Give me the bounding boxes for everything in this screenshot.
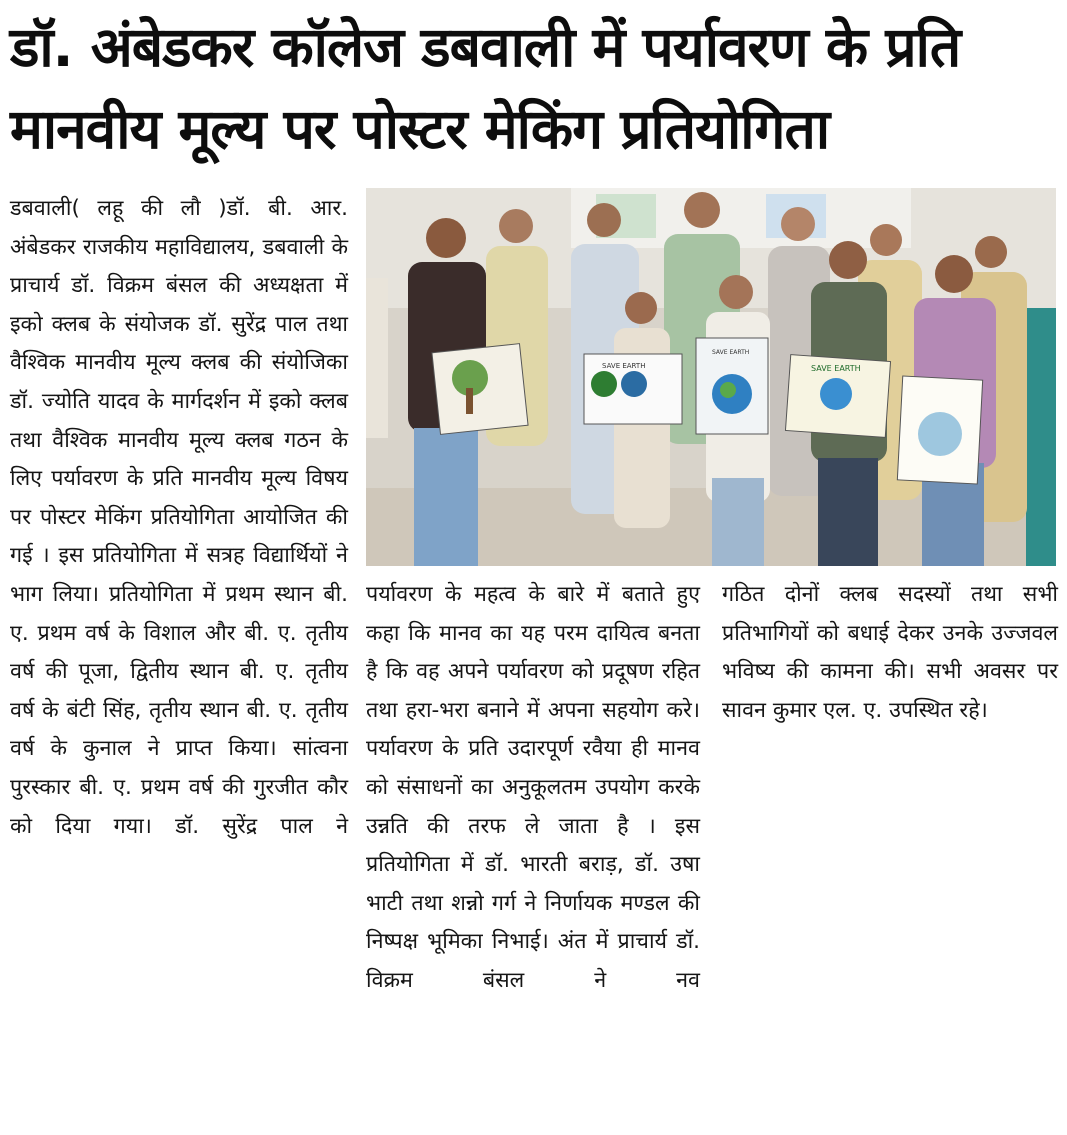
- headline-line-2: मानवीय मूल्य पर पोस्टर मेकिंग प्रतियोगिता: [10, 97, 830, 161]
- headline-line-1: डॉ. अंबेडकर कॉलेज डबवाली में पर्यावरण के प्रति: [10, 15, 961, 79]
- poster-text-3: SAVE EARTH: [712, 349, 750, 356]
- article-column-1: [10, 190, 348, 1130]
- group-photo-illustration: [366, 188, 1056, 566]
- article-column-3-text: गठित दोनों क्लब सदस्यों तथा सभी प्रतिभागियों को बधाई देकर उनके उज्जवल भविष्य की कामना की। सभी अवसर पर सावन कुमार एल. ए. उपस्थित रहे।: [722, 582, 1058, 723]
- article-column-1-text: डबवाली( लहू की लौ )डॉ. बी. आर. अंबेडकर राजकीय महाविद्यालय, डबवाली के प्राचार्य डॉ. विक्रम बंसल की अध्यक्षता में इको क्लब के संयोजक डॉ. सुरेंद्र पाल तथा वैश्विक मानवीय मूल्य क्लब की संयोजिका डॉ. ज्योति यादव के मार्गदर्शन में इको क्लब तथा वैश्विक मानवीय मूल्य क्लब गठन के लिए पर्यावरण के प्रति मानवीय मूल्य विषय पर पोस्टर मेकिंग प्रतियोगिता आयोजित की गई । इस प्रतियोगिता में सत्रह विद्यार्थियों ने भाग लिया। प्रतियोगिता में प्रथम स्थान बी. ए. प्रथम वर्ष के विशाल और बी. ए. तृतीय वर्ष की पूजा, द्वितीय स्थान बी. ए. तृतीय वर्ष के बंटी सिंह, तृतीय स्थान बी. ए. तृतीय वर्ष के कुनाल ने प्राप्त किया। सांत्वना पुरस्कार बी. ए. प्रथम वर्ष की गुरजीत कौर को दिया गया। डॉ. सुरेंद्र पाल ने: [10, 196, 348, 839]
- article-column-3: [722, 576, 1058, 806]
- poster-text-1: SAVE EARTH: [602, 362, 646, 370]
- headline: [10, 6, 1060, 170]
- poster-text-2: SAVE EARTH: [811, 364, 861, 373]
- article-column-2: [366, 576, 700, 1126]
- article-column-2-text: पर्यावरण के महत्व के बारे में बताते हुए कहा कि मानव का यह परम दायित्व बनता है कि वह अपने पर्यावरण को प्रदूषण रहित तथा हरा-भरा बनाने में अपना सहयोग करे। पर्यावरण के प्रति उदारपूर्ण रवैया ही मानव को संसाधनों का अनुकूलतम उपयोग करके उन्नति की तरफ ले जाता है । इस प्रतियोगिता में डॉ. भारती बराड़, डॉ. उषा भाटी तथा शन्नो गर्ग ने निर्णायक मण्डल की निष्पक्ष भूमिका निभाई। अंत में प्राचार्य डॉ. विक्रम बंसल ने नव: [366, 582, 700, 993]
- event-photo: [366, 188, 1056, 566]
